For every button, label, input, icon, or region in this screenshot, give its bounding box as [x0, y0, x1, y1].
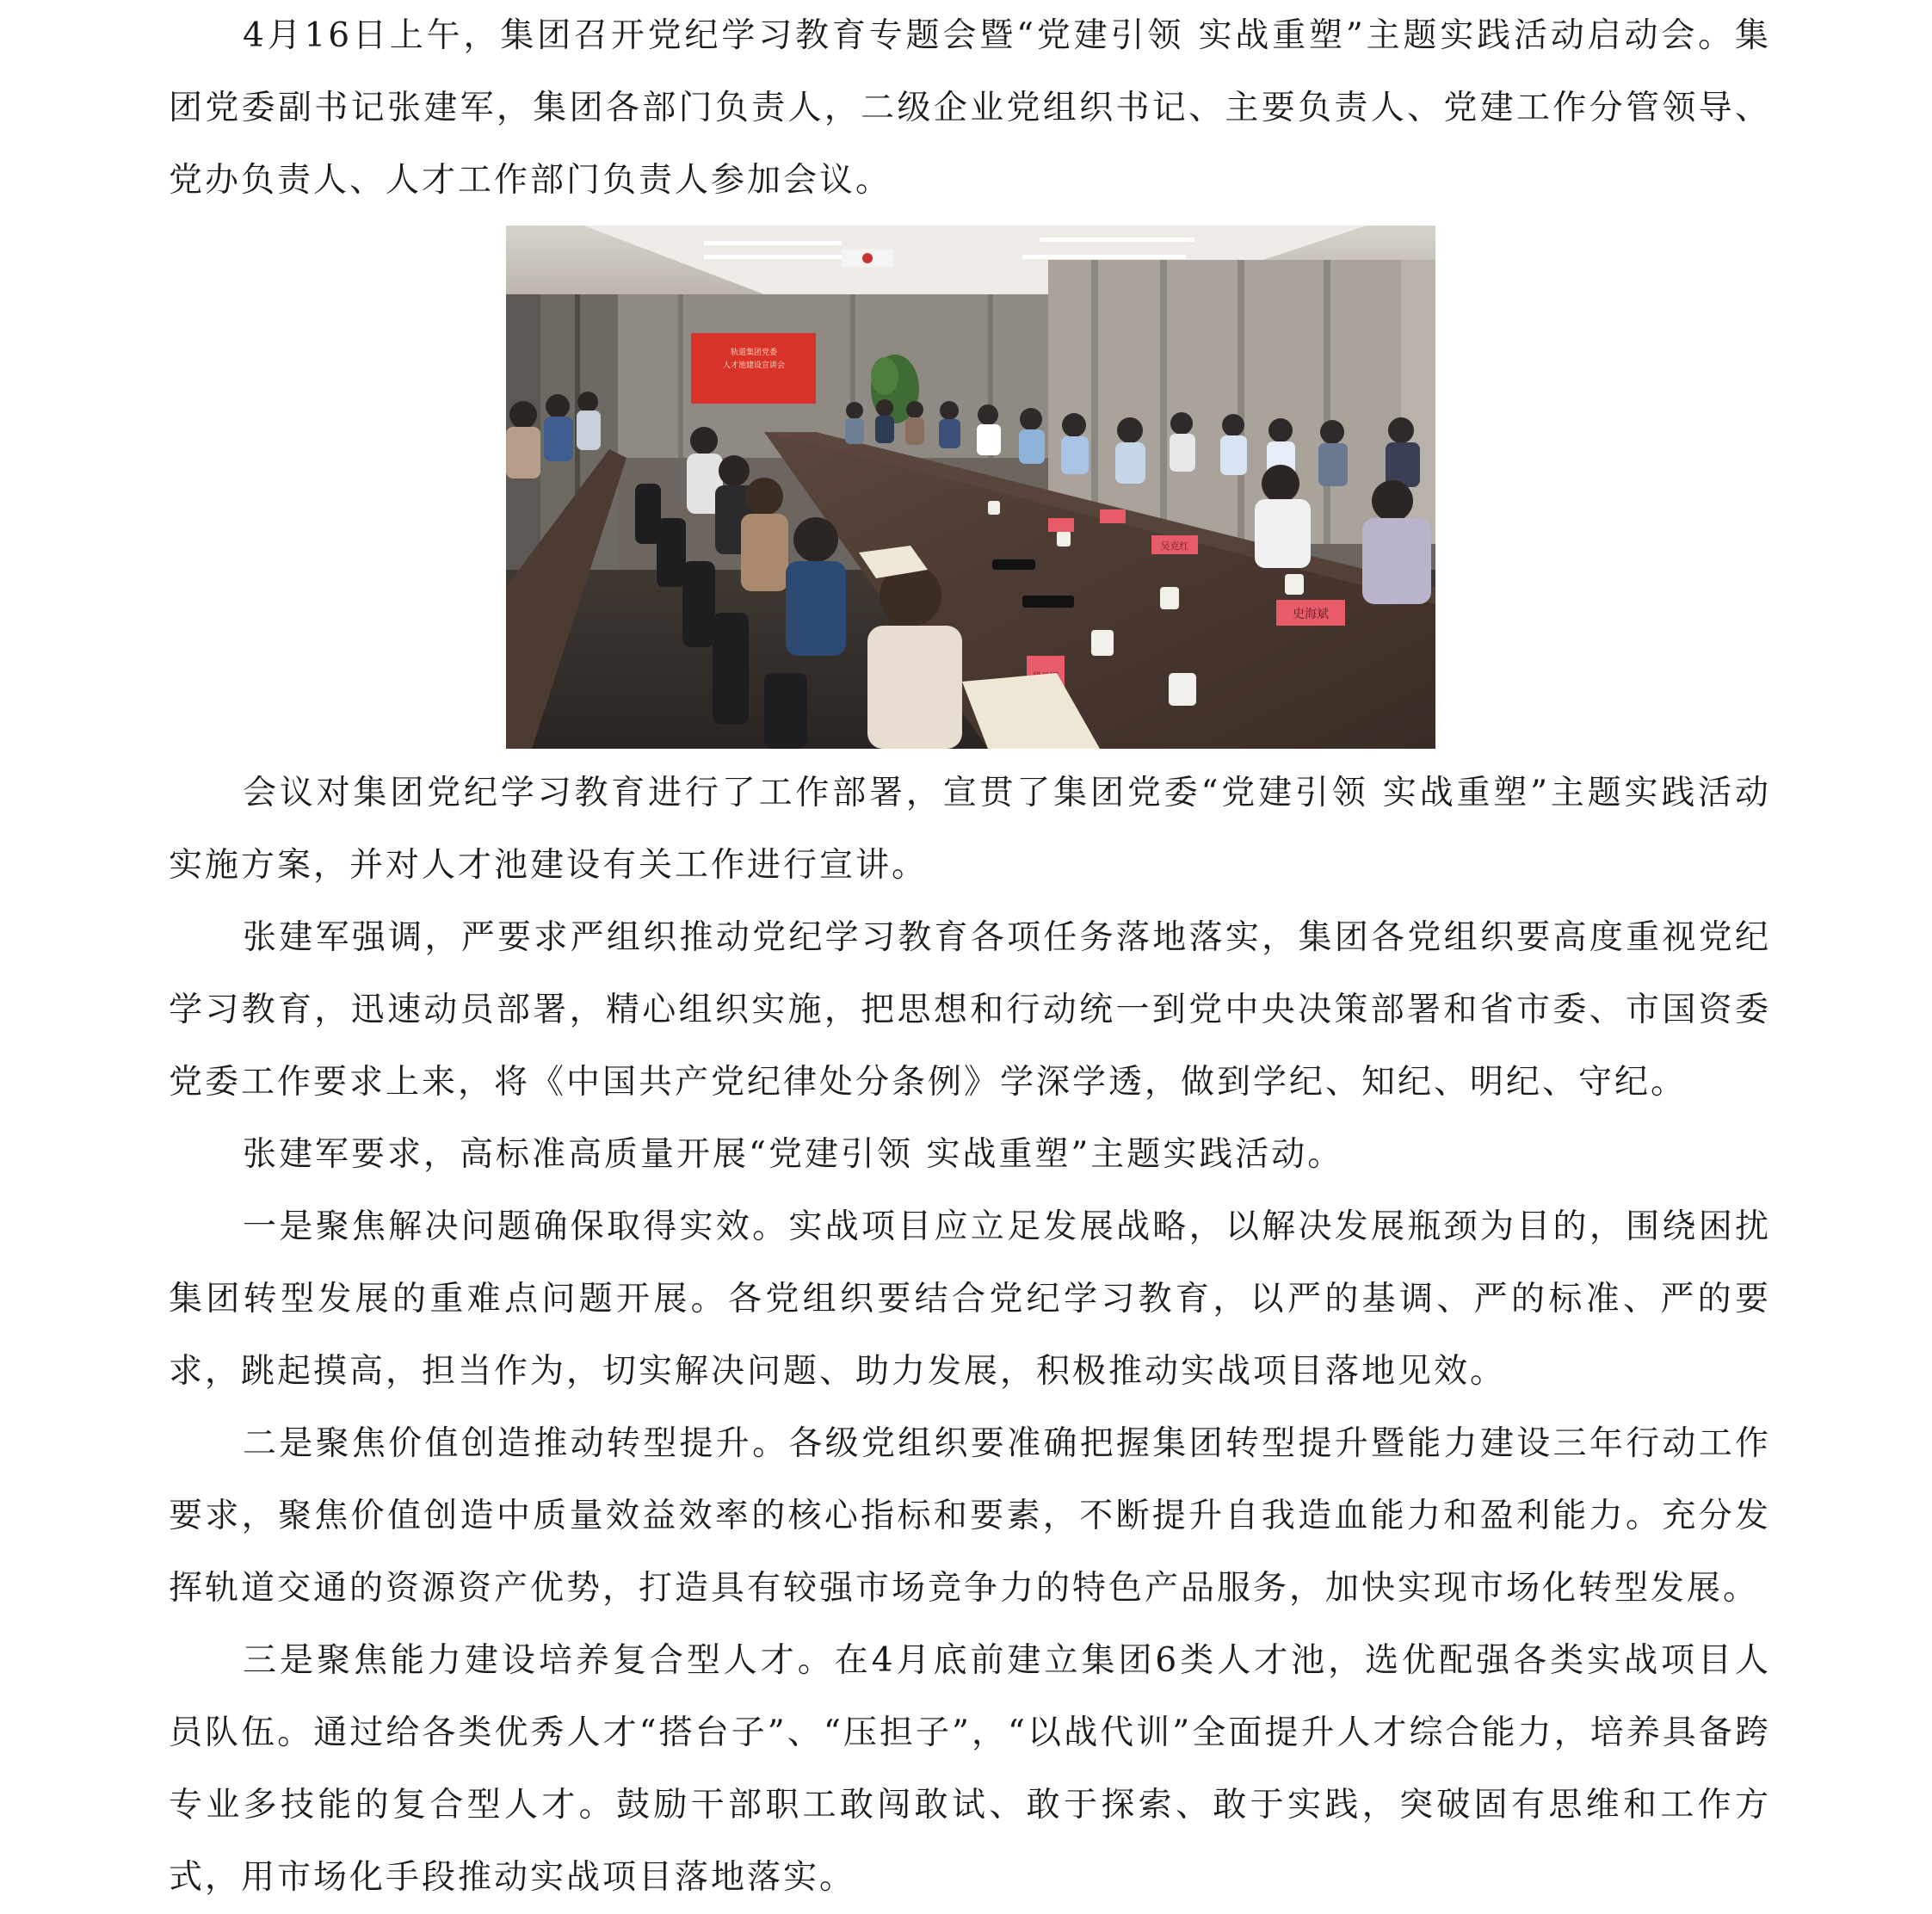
- document-page: [169, 0, 1771, 1914]
- paragraph-intro: 4月16日上午，集团召开党纪学习教育专题会暨“党建引领 实战重塑”主题实践活动启动会。集团党委副书记张建军，集团各部门负责人，二级企业党组织书记、主要负责人、党建工作分管领导、党办负责人、人才工作部门负责人参加会议。: [169, 16, 1771, 200]
- name-card-2-text: 吴克红: [1160, 540, 1189, 552]
- screen-line-1: 轨道集团党委: [730, 349, 778, 357]
- paragraph-requirement: 张建军要求，高标准高质量开展“党建引领 实战重塑”主题实践活动。: [243, 1135, 1344, 1174]
- paragraph-point-three: 三是聚焦能力建设培养复合型人才。在4月底前建立集团6类人才池，选优配强各类实战项目人员队伍。通过给各类优秀人才“搭台子”、“压担子”，“以战代训”全面提升人才综合能力，培养具备跨专业多技能的复合型人才。鼓励干部职工敢闯敢试、敢于探索、敢于实践，突破固有思维和工作方式，用市场化手段推动实战项目落地落实。: [169, 1641, 1771, 1897]
- paragraph-emphasis: 张建军强调，严要求严组织推动党纪学习教育各项任务落地落实，集团各党组织要高度重视党纪学习教育，迅速动员部署，精心组织实施，把思想和行动统一到党中央决策部署和省市委、市国资委党委工作要求上来，将《中国共产党纪律处分条例》学深学透，做到学纪、知纪、明纪、守纪。: [169, 918, 1771, 1102]
- meeting-photo: [506, 225, 1435, 749]
- screen-line-2: 人才池建设宣讲会: [722, 361, 786, 370]
- name-card-1-text: 史海斌: [1293, 608, 1329, 621]
- meeting-photo-illustration: [506, 225, 1435, 749]
- paragraph-point-two: 二是聚焦价值创造推动转型提升。各级党组织要准确把握集团转型提升暨能力建设三年行动工作要求，聚焦价值创造中质量效益效率的核心指标和要素，不断提升自我造血能力和盈利能力。充分发挥轨道交通的资源资产优势，打造具有较强市场竞争力的特色产品服务，加快实现市场化转型发展。: [169, 1424, 1771, 1608]
- paragraph-point-one: 一是聚焦解决问题确保取得实效。实战项目应立足发展战略，以解决发展瓶颈为目的，围绕困扰集团转型发展的重难点问题开展。各党组织要结合党纪学习教育，以严的基调、严的标准、严的要求，跳起摸高，担当作为，切实解决问题、助力发展，积极推动实战项目落地见效。: [169, 1207, 1771, 1391]
- paragraph-deployment: 会议对集团党纪学习教育进行了工作部署，宣贯了集团党委“党建引领 实战重塑”主题实践活动实施方案，并对人才池建设有关工作进行宣讲。: [169, 774, 1771, 885]
